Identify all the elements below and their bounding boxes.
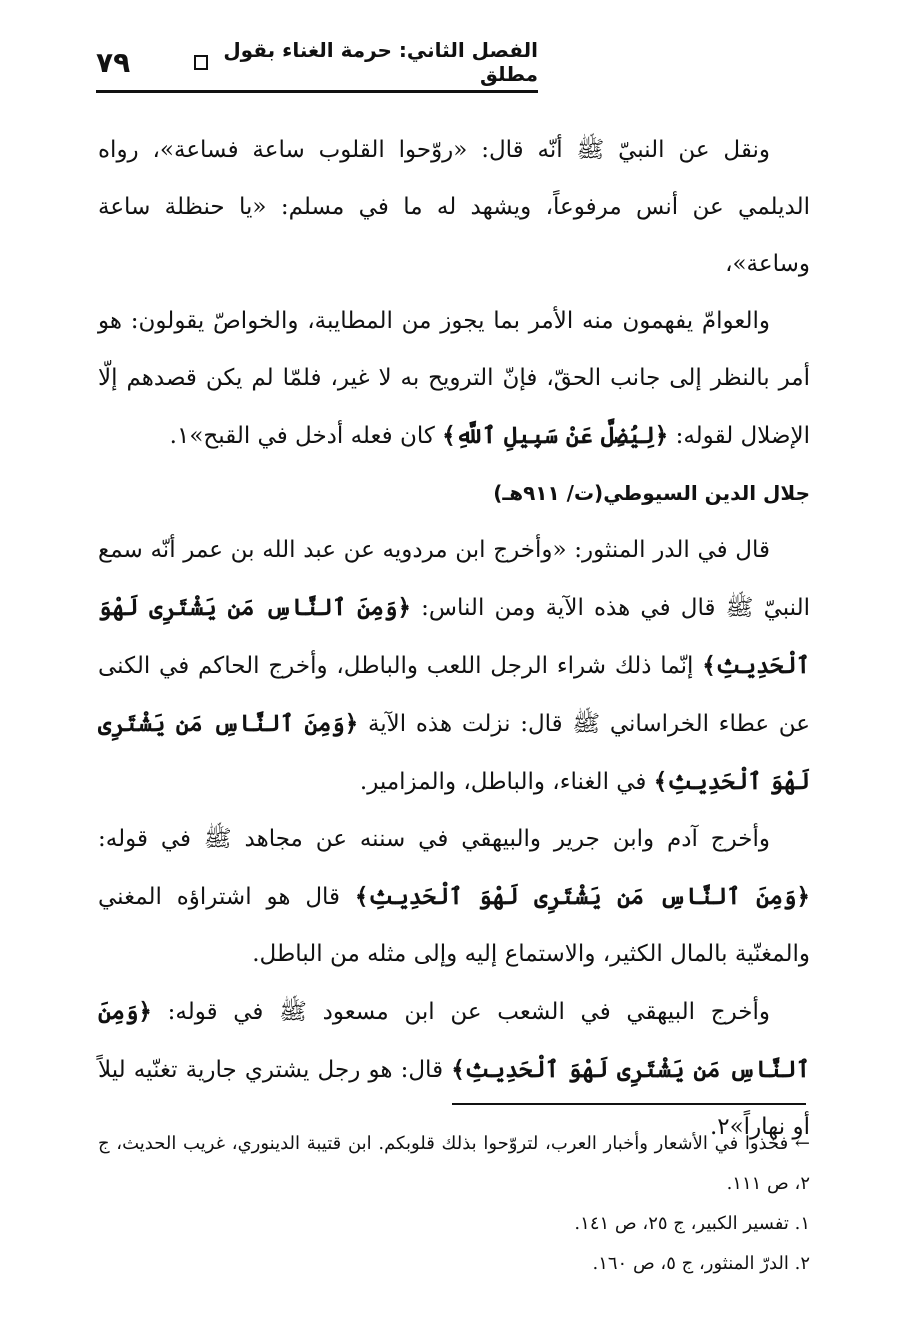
paragraph-4 [98,811,810,983]
quran-quote: ﴿وَمِنَ ٱلنَّاسِ مَن يَشْتَرِى لَهْوَ ٱلْحَدِيثِ﴾ [354,883,810,910]
paragraph-3-text-a: قال في الدر المنثور: «وأخرج ابن مردويه عن عبد الله بن عمر أنّه سمع النبيّ ﷺ قال في هذه الآية ومن الناس: [98,537,811,621]
footnote-1: ١. تفسير الكبير، ج ٢٥، ص ١٤١. [574,1213,810,1234]
quran-quote: ﴿وَمِنَ ٱلنَّاسِ مَن يَشْتَرِى لَهْوَ ٱلْحَدِيثِ﴾ [98,710,810,795]
paragraph-5-text-b: قال: هو رجل يشتري جارية تغنّيه ليلاً أو نهاراً»٢. [98,1057,810,1140]
header-right [130,38,538,86]
quran-quote: ﴿وَمِنَ ٱلنَّاسِ مَن يَشْتَرِى لَهْوَ ٱلْحَدِيثِ﴾ [98,594,811,679]
paragraph-2-text-a: والعوامّ يفهمون منه الأمر بما يجوز من المطايبة، والخواصّ يقولون: هو أمر بالنظر إلى جانب الحقّ، فإنّ الترويح به لا غير، فلمّا لم يكن قصدهم إلّا الإضلال لقوله: [98,308,810,449]
main-text [98,122,810,1156]
section-heading: جلال الدين السيوطي(ت/ ٩١١هـ) [493,481,810,505]
paragraph-4-text-b: قال هو اشتراؤه المغني والمغنّية بالمال الكثير، والاستماع إليه وإلى مثله من الباطل. [98,884,810,967]
footnote-2: ٢. الدرّ المنثور، ج ٥، ص ١٦٠. [592,1253,810,1274]
paragraph-3-text-b: إنّما ذلك شراء الرجل اللعب والباطل، وأخرج الحاكم في الكنى عن عطاء الخراساني ﷺ قال: نزلت هذه الآية [98,653,811,737]
footnote-rule [452,1103,806,1105]
footnotes [98,1124,810,1284]
paragraph-4-text-a: وأخرج آدم وابن جرير والبيهقي في سننه عن مجاهد ﷺ في قوله: [98,826,770,852]
paragraph-2 [98,293,810,465]
quran-quote: ﴿لِيُضِلَّ عَنْ سَبِيلِ ٱللَّهِ﴾ [442,422,669,449]
running-header [96,38,538,86]
paragraph-3 [98,522,810,811]
quran-quote: ﴿وَمِنَ ٱلنَّاسِ مَن يَشْتَرِى لَهْوَ ٱلْحَدِيثِ﴾ [98,998,810,1083]
paragraph-1: ونقل عن النبيّ ﷺ أنّه قال: «روّحوا القلوب ساعة فساعة»، رواه الديلمي عن أنس مرفوعاً، ويشهد له ما في مسلم: «يا حنظلة ساعة وساعة»، [98,137,810,277]
footnote-continuation: ← فخذوا في الأشعار وأخبار العرب، لتروّحوا بذلك قلوبكم. ابن قتيبة الدينوري، غريب الحديث، ج ٢، ص ١١١. [98,1133,810,1194]
paragraph-2-text-b: كان فعله أدخل في القبح»١. [169,423,435,449]
paragraph-5-text-a: وأخرج البيهقي في الشعب عن ابن مسعود ﷺ في قوله: [167,999,770,1025]
header-rule [96,90,538,93]
square-ornament-icon [194,55,208,70]
page-number: ٧٩ [96,45,131,79]
paragraph-3-text-c: في الغناء، والباطل، والمزامير. [359,769,647,795]
chapter-title: الفصل الثاني: حرمة الغناء بقول مطلق [223,38,538,86]
